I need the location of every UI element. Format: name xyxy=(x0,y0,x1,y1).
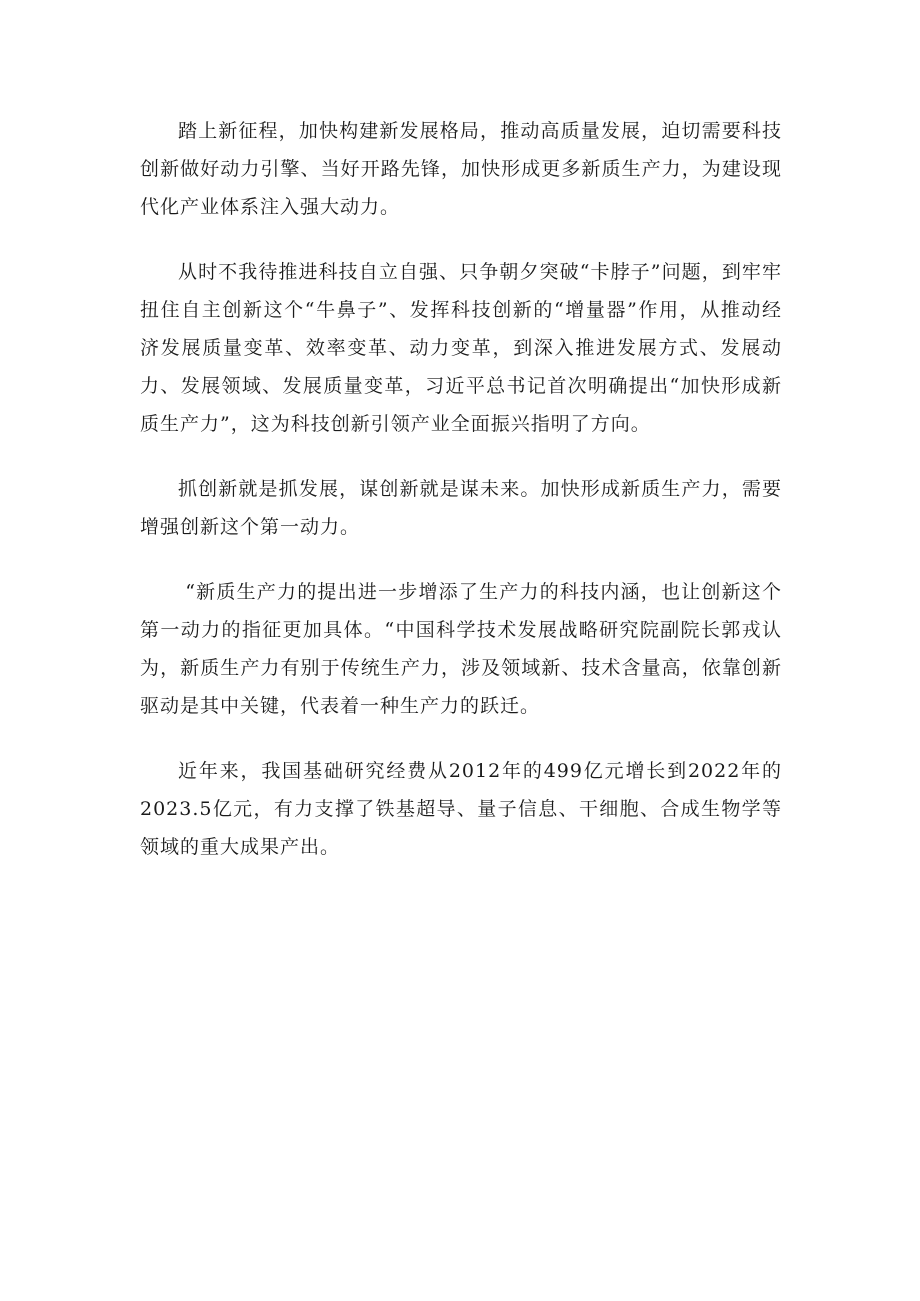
paragraph-3: 抓创新就是抓发展，谋创新就是谋未来。加快形成新质生产力，需要增强创新这个第一动力。 xyxy=(140,478,782,538)
paragraph-2: 从时不我待推进科技自立自强、只争朝夕突破“卡脖子”问题，到牢牢扭住自主创新这个“牛鼻子”、发挥科技创新的“增量器”作用，从推动经济发展质量变革、效率变革、动力变革，到深入推进发展方式、发展动力、发展领域、发展质量变革，习近平总书记首次明确提出“加快形成新质生产力”，这为科技创新引领产业全面振兴指明了方向。 xyxy=(140,261,782,435)
paragraph-1: 踏上新征程，加快构建新发展格局，推动高质量发展，迫切需要科技创新做好动力引擎、当好开路先锋，加快形成更多新质生产力，为建设现代化产业体系注入强大动力。 xyxy=(140,120,782,218)
paragraph-4: “新质生产力的提出进一步增添了生产力的科技内涵，也让创新这个第一动力的指征更加具体。“中国科学技术发展战略研究院副院长郭戎认为，新质生产力有别于传统生产力，涉及领域新、技术含量高，依靠创新驱动是其中关键，代表着一种生产力的跃迁。 xyxy=(140,581,782,717)
paragraph-5: 近年来，我国基础研究经费从2012年的499亿元增长到2022年的2023.5亿元，有力支撑了铁基超导、量子信息、干细胞、合成生物学等领域的重大成果产出。 xyxy=(140,760,782,858)
article-body xyxy=(140,112,782,893)
